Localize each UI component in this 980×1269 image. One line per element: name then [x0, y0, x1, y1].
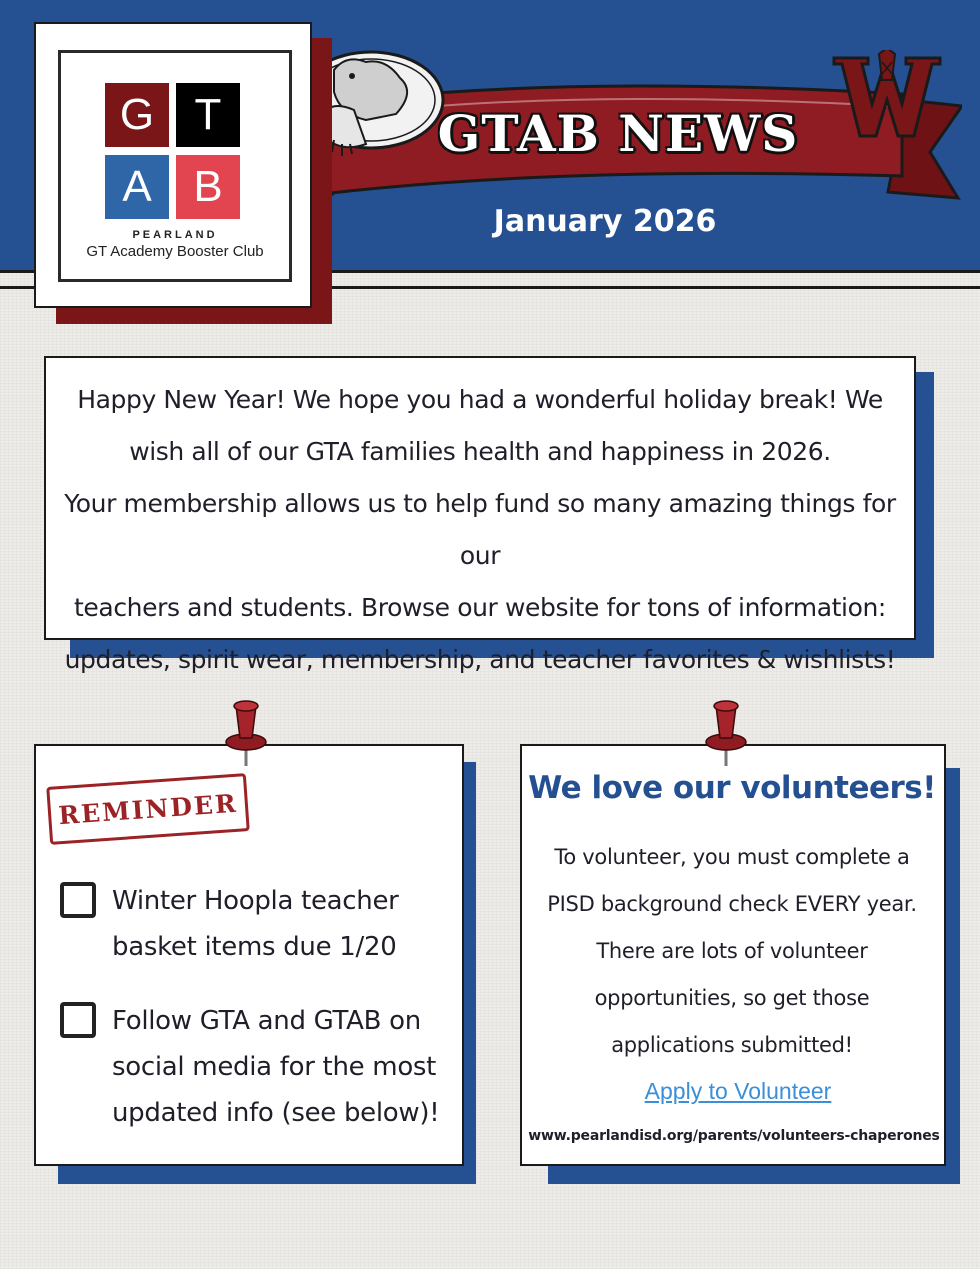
gtab-logo-card: [34, 22, 312, 308]
reminder-line: social media for the most: [112, 1052, 437, 1082]
logo-club-name: GT Academy Booster Club: [86, 243, 264, 260]
issue-date: January 2026: [493, 204, 717, 239]
volunteer-line: applications submitted!: [611, 1033, 853, 1057]
volunteer-line: To volunteer, you must complete a: [554, 845, 910, 869]
logo-pearland: PEARLAND: [132, 229, 218, 241]
intro-line: Happy New Year! We hope you had a wonderful holiday break! We: [77, 385, 883, 414]
volunteer-body: [522, 834, 942, 1069]
reminder-line: basket items due 1/20: [112, 932, 397, 962]
checkbox-icon: [60, 882, 96, 918]
logo-tile-a: A: [105, 155, 169, 219]
intro-card: [44, 356, 916, 674]
w-derrick-logo-icon: [832, 50, 942, 142]
reminder-item: [112, 998, 439, 1136]
logo-tile-b: B: [176, 155, 240, 219]
logo-tile-t: T: [176, 83, 240, 147]
pushpin-icon: [702, 698, 750, 768]
volunteer-line: There are lots of volunteer: [596, 939, 868, 963]
newsletter-title: GTAB NEWS: [437, 104, 799, 163]
logo-tile-g: G: [105, 83, 169, 147]
intro-line: teachers and students. Browse our website for tons of information:: [74, 593, 886, 622]
volunteer-title: We love our volunteers!: [528, 770, 936, 806]
checkbox-icon: [60, 1002, 96, 1038]
reminder-line: Winter Hoopla teacher: [112, 886, 399, 916]
volunteer-url: www.pearlandisd.org/parents/volunteers-chaperones: [528, 1128, 940, 1144]
reminder-stamp: REMINDER: [46, 773, 250, 845]
gtab-logo: [58, 50, 292, 282]
pushpin-icon: [222, 698, 270, 768]
intro-line: updates, spirit wear, membership, and teacher favorites & wishlists!: [64, 645, 896, 674]
volunteer-line: opportunities, so get those: [594, 986, 870, 1010]
reminder-line: updated info (see below)!: [112, 1098, 440, 1128]
intro-line: Your membership allows us to help fund so many amazing things for our: [64, 489, 896, 570]
apply-to-volunteer-link[interactable]: Apply to Volunteer: [644, 1078, 832, 1104]
reminder-item: [112, 878, 399, 970]
reminder-line: Follow GTA and GTAB on: [112, 1006, 421, 1036]
volunteer-line: PISD background check EVERY year.: [547, 892, 917, 916]
intro-line: wish all of our GTA families health and happiness in 2026.: [129, 437, 831, 466]
